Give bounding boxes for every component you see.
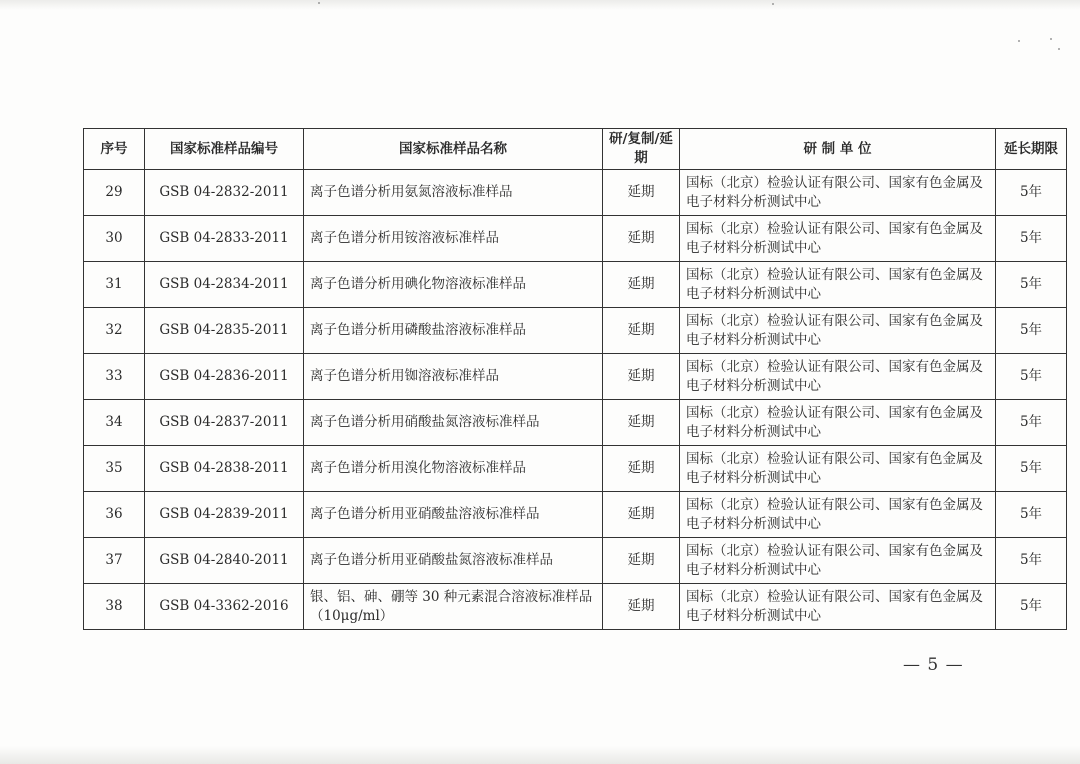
cell-unit: 国标（北京）检验认证有限公司、国家有色金属及电子材料分析测试中心: [680, 400, 996, 446]
cell-name: 离子色谱分析用氨氮溶液标准样品: [304, 170, 603, 216]
cell-term: 5年: [996, 354, 1067, 400]
scan-speck: [318, 2, 320, 4]
cell-unit: 国标（北京）检验认证有限公司、国家有色金属及电子材料分析测试中心: [680, 216, 996, 262]
table-row: [84, 354, 1067, 400]
cell-term: 5年: [996, 446, 1067, 492]
cell-no: 36: [84, 492, 145, 538]
scan-speck: [1018, 40, 1020, 42]
cell-name: 银、铝、砷、硼等 30 种元素混合溶液标准样品（10μg/ml）: [304, 584, 603, 630]
table-row: [84, 170, 1067, 216]
cell-name: 离子色谱分析用亚硝酸盐氮溶液标准样品: [304, 538, 603, 584]
standard-samples-table: [83, 128, 1067, 630]
cell-no: 32: [84, 308, 145, 354]
table-row: [84, 538, 1067, 584]
scan-speck: [1058, 48, 1060, 50]
cell-term: 5年: [996, 170, 1067, 216]
cell-type: 延期: [603, 400, 680, 446]
cell-name: 离子色谱分析用铷溶液标准样品: [304, 354, 603, 400]
cell-code: GSB 04-2833-2011: [145, 216, 304, 262]
table-row: [84, 492, 1067, 538]
cell-term: 5年: [996, 538, 1067, 584]
cell-code: GSB 04-2834-2011: [145, 262, 304, 308]
scan-speck: [772, 3, 774, 5]
cell-type: 延期: [603, 262, 680, 308]
cell-code: GSB 04-2837-2011: [145, 400, 304, 446]
cell-unit: 国标（北京）检验认证有限公司、国家有色金属及电子材料分析测试中心: [680, 584, 996, 630]
table-row: [84, 262, 1067, 308]
cell-unit: 国标（北京）检验认证有限公司、国家有色金属及电子材料分析测试中心: [680, 538, 996, 584]
cell-term: 5年: [996, 400, 1067, 446]
table-row: [84, 400, 1067, 446]
table-row: [84, 584, 1067, 630]
cell-name: 离子色谱分析用铵溶液标准样品: [304, 216, 603, 262]
table-row: [84, 308, 1067, 354]
cell-no: 31: [84, 262, 145, 308]
header-unit: 研 制 单 位: [680, 129, 996, 170]
cell-unit: 国标（北京）检验认证有限公司、国家有色金属及电子材料分析测试中心: [680, 170, 996, 216]
cell-unit: 国标（北京）检验认证有限公司、国家有色金属及电子材料分析测试中心: [680, 354, 996, 400]
page-number: — 5 —: [903, 655, 964, 675]
cell-no: 37: [84, 538, 145, 584]
cell-no: 30: [84, 216, 145, 262]
cell-no: 29: [84, 170, 145, 216]
cell-name: 离子色谱分析用溴化物溶液标准样品: [304, 446, 603, 492]
cell-name: 离子色谱分析用硝酸盐氮溶液标准样品: [304, 400, 603, 446]
cell-unit: 国标（北京）检验认证有限公司、国家有色金属及电子材料分析测试中心: [680, 446, 996, 492]
cell-unit: 国标（北京）检验认证有限公司、国家有色金属及电子材料分析测试中心: [680, 492, 996, 538]
cell-no: 34: [84, 400, 145, 446]
header-name: 国家标准样品名称: [304, 129, 603, 170]
header-no: 序号: [84, 129, 145, 170]
cell-type: 延期: [603, 216, 680, 262]
cell-type: 延期: [603, 446, 680, 492]
cell-term: 5年: [996, 584, 1067, 630]
table-header-row: [84, 129, 1067, 170]
scan-top-edge: [0, 0, 1080, 10]
cell-type: 延期: [603, 584, 680, 630]
cell-term: 5年: [996, 262, 1067, 308]
scan-speck: [1050, 38, 1052, 40]
cell-term: 5年: [996, 308, 1067, 354]
cell-unit: 国标（北京）检验认证有限公司、国家有色金属及电子材料分析测试中心: [680, 262, 996, 308]
cell-code: GSB 04-2839-2011: [145, 492, 304, 538]
cell-name: 离子色谱分析用磷酸盐溶液标准样品: [304, 308, 603, 354]
cell-no: 35: [84, 446, 145, 492]
cell-code: GSB 04-2836-2011: [145, 354, 304, 400]
cell-type: 延期: [603, 170, 680, 216]
cell-code: GSB 04-3362-2016: [145, 584, 304, 630]
table-row: [84, 216, 1067, 262]
header-type: 研/复制/延期: [603, 129, 680, 170]
cell-type: 延期: [603, 492, 680, 538]
cell-type: 延期: [603, 538, 680, 584]
cell-term: 5年: [996, 492, 1067, 538]
cell-name: 离子色谱分析用碘化物溶液标准样品: [304, 262, 603, 308]
cell-code: GSB 04-2832-2011: [145, 170, 304, 216]
cell-no: 38: [84, 584, 145, 630]
cell-unit: 国标（北京）检验认证有限公司、国家有色金属及电子材料分析测试中心: [680, 308, 996, 354]
cell-code: GSB 04-2840-2011: [145, 538, 304, 584]
table-row: [84, 446, 1067, 492]
scan-bottom-edge: [0, 746, 1080, 764]
cell-type: 延期: [603, 308, 680, 354]
cell-name: 离子色谱分析用亚硝酸盐溶液标准样品: [304, 492, 603, 538]
cell-type: 延期: [603, 354, 680, 400]
cell-code: GSB 04-2835-2011: [145, 308, 304, 354]
cell-no: 33: [84, 354, 145, 400]
header-term: 延长期限: [996, 129, 1067, 170]
cell-term: 5年: [996, 216, 1067, 262]
header-code: 国家标准样品编号: [145, 129, 304, 170]
cell-code: GSB 04-2838-2011: [145, 446, 304, 492]
